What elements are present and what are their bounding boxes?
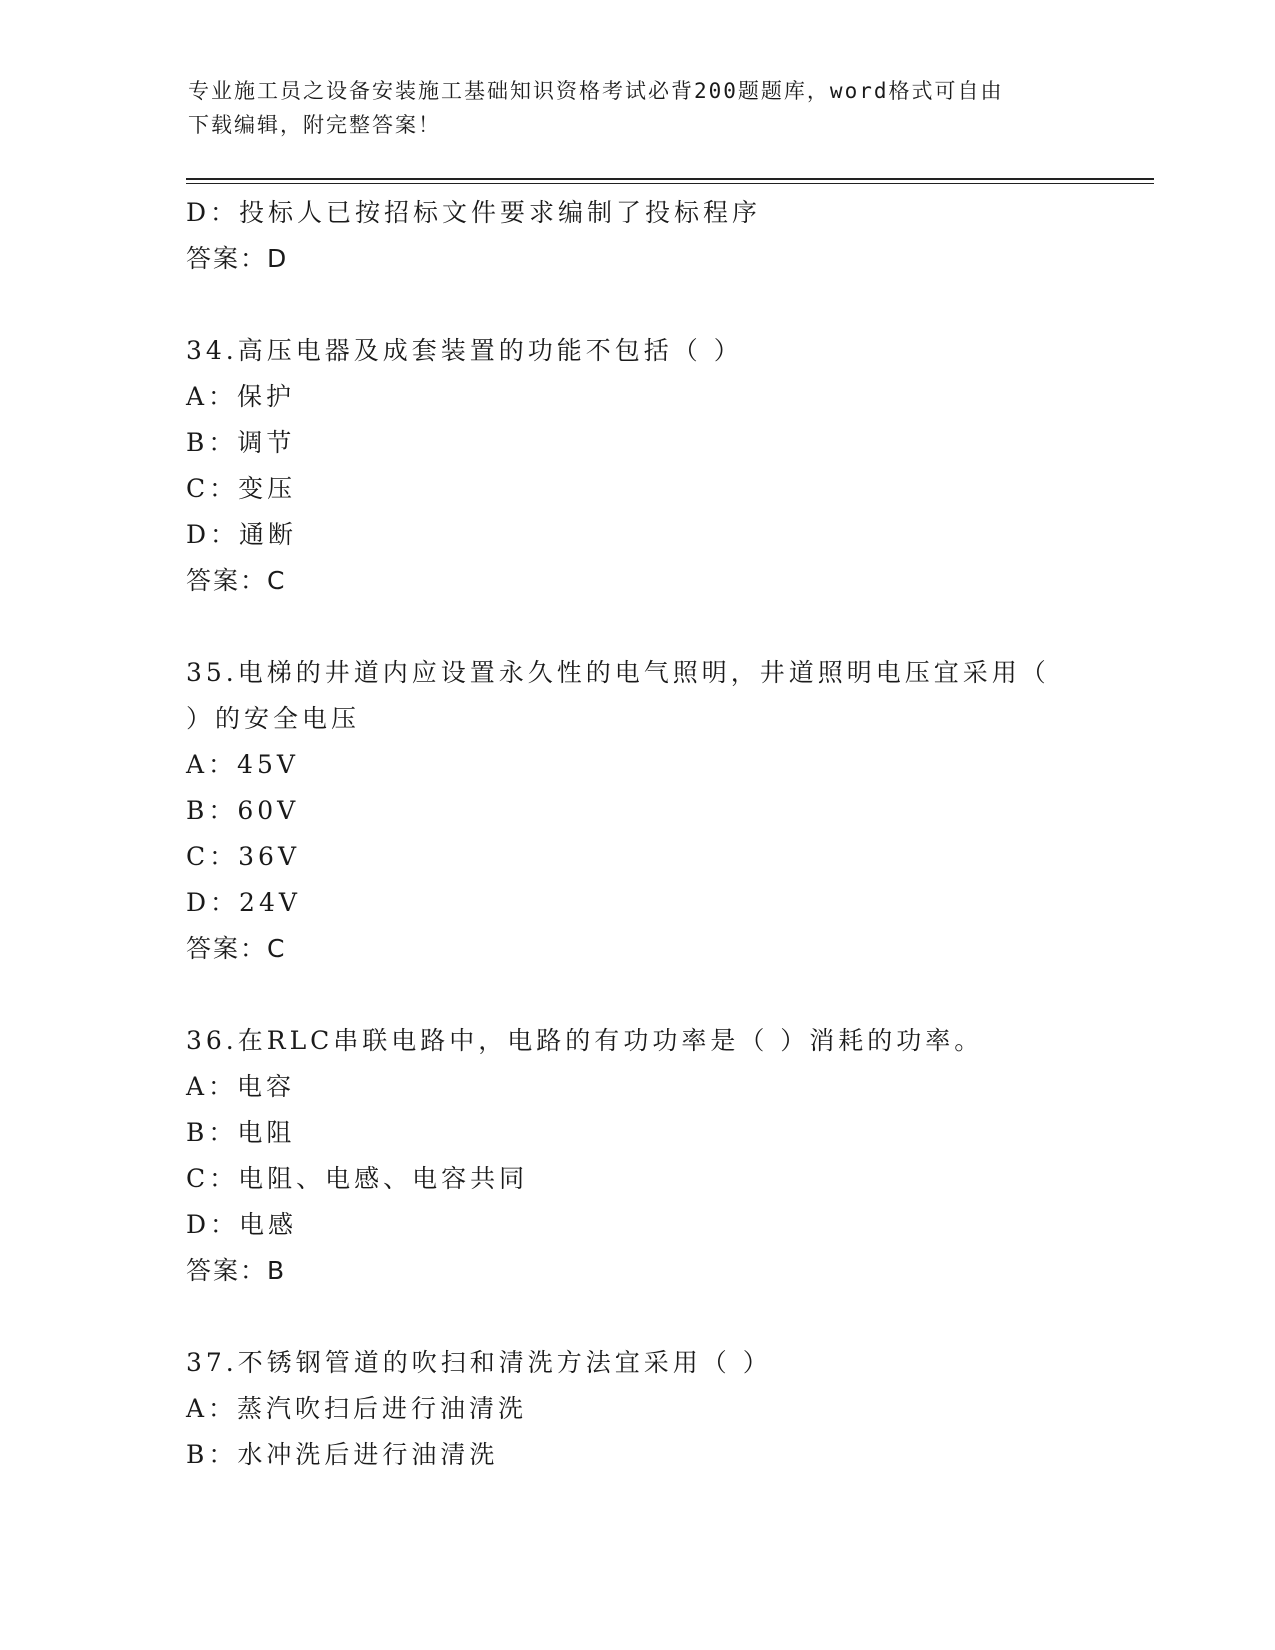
option-b: B：60V [186,796,300,825]
answer-line: 答案：C [186,934,287,963]
question-stem: 35.电梯的井道内应设置永久性的电气照明，井道照明电压宜采用（ [186,658,1050,687]
option-a: A：蒸汽吹扫后进行油清洗 [186,1394,528,1423]
header-divider-thick [186,178,1154,180]
answer-line: 答案：B [186,1256,287,1285]
question-list [186,190,1086,1478]
question-34 [186,328,1086,604]
header-line-2: 下载编辑，附完整答案！ [188,113,441,137]
question-stem: 37.不锈钢管道的吹扫和清洗方法宜采用（ ） [186,1348,772,1377]
option-b: B：电阻 [186,1118,296,1147]
option-b: B：调节 [186,428,296,457]
option-b: B：水冲洗后进行油清洗 [186,1440,499,1469]
document-header [188,74,1078,142]
question-36 [186,1018,1086,1294]
option-c: C：电阻、电感、电容共同 [186,1164,529,1193]
option-c: C：变压 [186,474,297,503]
option-d: D：通断 [186,520,298,549]
option-c: C：36V [186,842,300,871]
question-stem: 36.在RLC串联电路中，电路的有功功率是（ ）消耗的功率。 [186,1026,984,1055]
option-d: D：投标人已按招标文件要求编制了投标程序 [186,198,762,227]
option-a: A：保护 [186,382,296,411]
question-35 [186,650,1086,972]
option-d: D：电感 [186,1210,298,1239]
option-a: A：电容 [186,1072,296,1101]
question-stem-continued: ）的安全电压 [186,704,361,733]
question-37 [186,1340,1086,1478]
question-stem: 34.高压电器及成套装置的功能不包括（ ） [186,336,743,365]
answer-line: 答案：C [186,566,287,595]
header-divider-thin [186,183,1154,184]
header-line-1: 专业施工员之设备安装施工基础知识资格考试必背200题题库，word格式可自由 [188,79,1004,103]
option-a: A：45V [186,750,299,779]
option-d: D：24V [186,888,301,917]
answer-line: 答案：D [186,244,289,273]
